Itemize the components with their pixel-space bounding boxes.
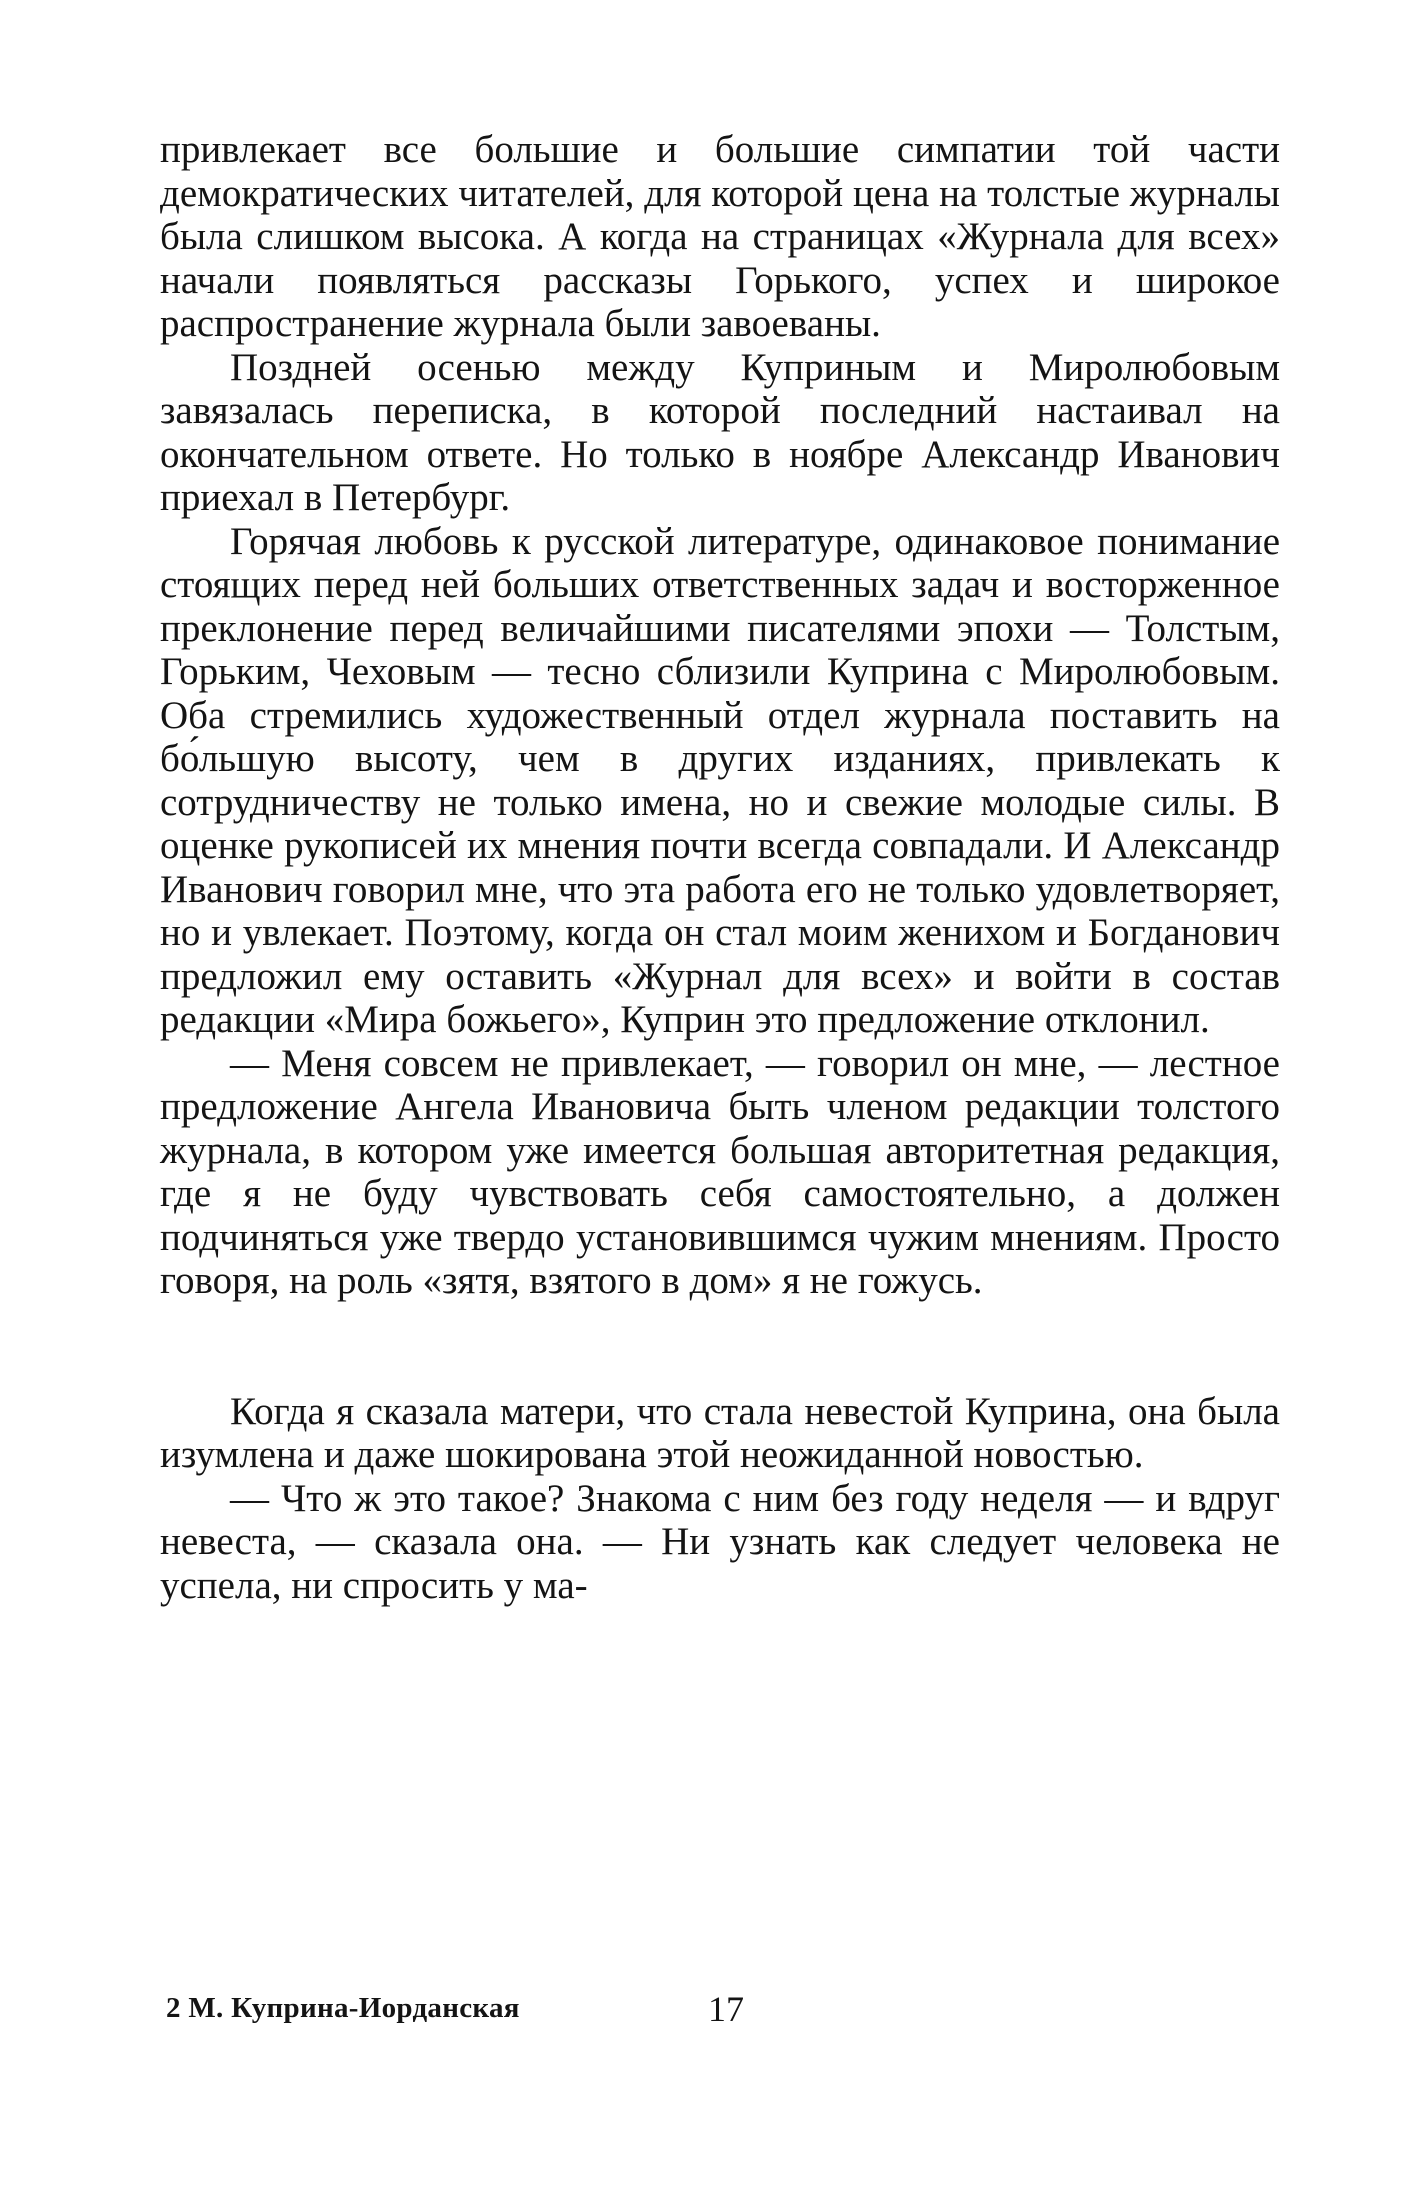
page-number: 17 <box>708 1989 744 2029</box>
paragraph-3: Горячая любовь к русской литературе, одинаковое понимание стоящих перед ней больших ответственных задач и восторженное преклонение перед величайшими писателями эпохи — Толстым, Горьким, Чеховым — тесно сблизили Куприна с Миролюбовым. Оба стремились художественный отдел журнала поставить на бо́льшую высоту, чем в других изданиях, привлекать к сотрудничеству не только имена, но и свежие молодые силы. В оценке рукописей их мнения почти всегда совпадали. И Александр Иванович говорил мне, что эта работа его не только удовлетворяет, но и увлекает. Поэтому, когда он стал моим женихом и Богданович предложил ему оставить «Журнал для всех» и войти в состав редакции «Мира божьего», Куприн это предложение отклонил. <box>160 519 1280 1041</box>
signature-mark: 2 М. Куприна-Иорданская <box>166 1992 520 2024</box>
paragraph-5: Когда я сказала матери, что стала невестой Куприна, она была изумлена и даже шокирована этой неожиданной новостью. <box>160 1389 1280 1476</box>
text-block-before-break <box>160 128 1280 1303</box>
paragraph-2: Поздней осенью между Куприным и Миролюбовым завязалась переписка, в которой последний настаивал на окончательном ответе. Но только в ноябре Александр Иванович приехал в Петербург. <box>160 345 1280 519</box>
section-break <box>160 1303 1280 1390</box>
paragraph-4: — Меня совсем не привлекает, — говорил он мне, — лестное предложение Ангела Ивановича быть членом редакции толстого журнала, в котором уже имеется большая авторитетная редакция, где я не буду чувствовать себя самостоятельно, а должен подчиняться уже твердо установившимся чужим мнениям. Просто говоря, на роль «зятя, взятого в дом» я не гожусь. <box>160 1041 1280 1302</box>
paragraph-1: привлекает все большие и большие симпатии той части демократических читателей, для которой цена на толстые журналы была слишком высока. А когда на страницах «Журнала для всех» начали появляться рассказы Горького, успех и широкое распространение журнала были завоеваны. <box>160 128 1280 345</box>
text-block-after-break <box>160 1390 1280 1608</box>
paragraph-6: — Что ж это такое? Знакома с ним без году неделя — и вдруг невеста, — сказала она. — Ни узнать как следует человека не успела, ни спросить у ма- <box>160 1476 1280 1607</box>
page-footer <box>160 1989 1280 2032</box>
page-text <box>160 128 1280 2008</box>
